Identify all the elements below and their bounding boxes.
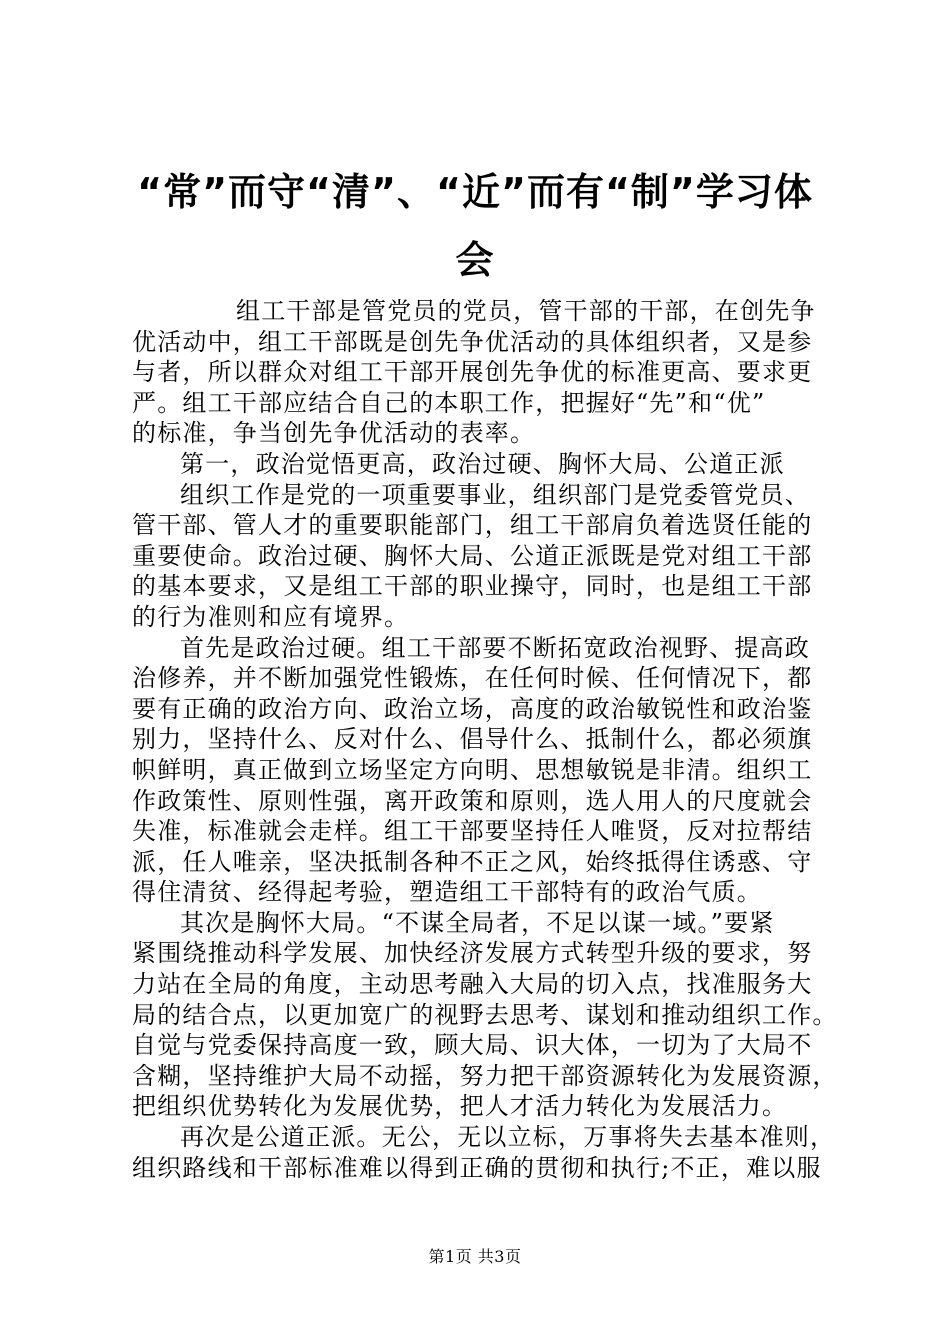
paragraph-line: 得住清贫、经得起考验，塑造组工干部特有的政治气质。 — [132, 878, 762, 907]
paragraph-line: 组织工作是党的一项重要事业，组织部门是党委管党员、 — [180, 480, 810, 509]
paragraph-line: 严。组工干部应结合自己的本职工作，把握好“先”和“优” — [132, 388, 766, 417]
document-title — [120, 158, 830, 294]
paragraph-line: 紧围绕推动科学发展、加快经济发展方式转型升级的要求，努 — [132, 939, 813, 968]
paragraph-line: 重要使命。政治过硬、胸怀大局、公道正派既是党对组工干部 — [132, 541, 813, 570]
paragraph-line: 局的结合点，以更加宽广的视野去思考、谋划和推动组织工作。 — [132, 1000, 838, 1029]
paragraph-line: 失准，标准就会走样。组工干部要坚持任人唯贤，反对拉帮结 — [132, 817, 813, 846]
paragraph-line: 派，任人唯亲，坚决抵制各种不正之风，始终抵得住诱惑、守 — [132, 847, 813, 876]
title-line-2: 会 — [455, 238, 495, 282]
paragraph-line: 再次是公道正派。无公，无以立标，万事将失去基本准则， — [180, 1123, 836, 1152]
paragraph-line: 的基本要求，又是组工干部的职业操守，同时，也是组工干部 — [132, 572, 813, 601]
paragraph-line: 与者，所以群众对组工干部开展创先争优的标准更高、要求更 — [132, 358, 813, 387]
paragraph-line: 优活动中，组工干部既是创先争优活动的具体组织者，又是参 — [132, 327, 813, 356]
paragraph-line: 把组织优势转化为发展优势，把人才活力转化为发展活力。 — [132, 1092, 788, 1121]
paragraph-line: 别力，坚持什么、反对什么、倡导什么、抵制什么，都必须旗 — [132, 725, 813, 754]
paragraph-line: 帜鲜明，真正做到立场坚定方向明、思想敏锐是非清。组织工 — [132, 755, 813, 784]
paragraph-line: 的行为准则和应有境界。 — [132, 602, 410, 631]
section-heading: 第一，政治觉悟更高，政治过硬、胸怀大局、公道正派 — [180, 449, 785, 478]
paragraph-line: 含糊，坚持维护大局不动摇，努力把干部资源转化为发展资源， — [132, 1061, 838, 1090]
paragraph-line: 要有正确的政治方向、政治立场，高度的政治敏锐性和政治鉴 — [132, 694, 813, 723]
paragraph-line: 力站在全局的角度，主动思考融入大局的切入点，找准服务大 — [132, 970, 813, 999]
title-line-1: “常”而守“清”、“近”而有“制”学习体 — [137, 170, 813, 214]
paragraph-line: 其次是胸怀大局。“不谋全局者，不足以谋一域。”要紧 — [180, 908, 775, 937]
paragraph-line: 组工干部是管党员的党员，管干部的干部，在创先争 — [236, 297, 816, 325]
paragraph-line: 组织路线和干部标准难以得到正确的贯彻和执行;不正，难以服 — [132, 1153, 822, 1182]
paragraph-line: 自觉与党委保持高度一致，顾大局、识大体，一切为了大局不 — [132, 1031, 813, 1060]
page-footer: 第1页 共3页 — [428, 1247, 522, 1266]
paragraph-line: 管干部、管人才的重要职能部门，组工干部肩负着选贤任能的 — [132, 511, 813, 540]
paragraph-line: 的标准，争当创先争优活动的表率。 — [132, 419, 536, 448]
document-body — [132, 296, 844, 1183]
paragraph-line: 治修养，并不断加强党性锻炼，在任何时候、任何情况下，都 — [132, 664, 813, 693]
paragraph-line: 作政策性、原则性强，离开政策和原则，选人用人的尺度就会 — [132, 786, 813, 815]
paragraph-line: 首先是政治过硬。组工干部要不断拓宽政治视野、提高政 — [180, 633, 810, 662]
